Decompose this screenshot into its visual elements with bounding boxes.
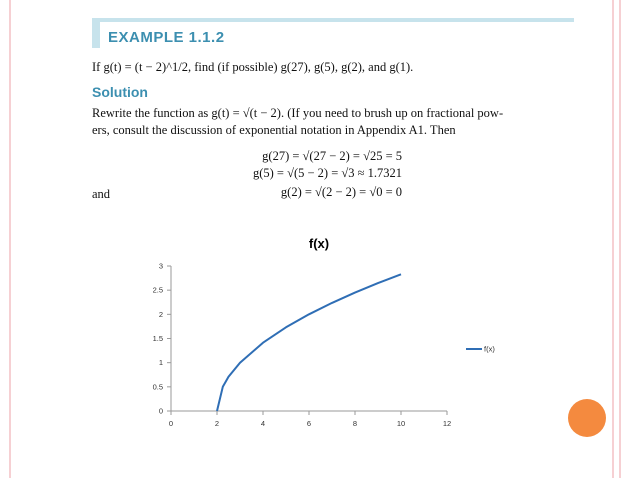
conjunction-and: and [92, 187, 111, 201]
series-line-f-x [217, 274, 401, 411]
x-tick-label: 12 [442, 419, 452, 428]
x-tick-label: 6 [306, 419, 312, 428]
solution-paragraph-line-1: Rewrite the function as g(t) = √(t − 2). (If you need to brush up on fractional pow- [92, 106, 504, 120]
y-tick-label: 1 [158, 358, 163, 368]
y-tick-label: 2 [158, 309, 163, 319]
legend-label: f(x) [484, 344, 495, 354]
y-tick-label: 2.5 [152, 285, 163, 295]
equation-g2: g(2) = √(2 − 2) = √0 = 0 [280, 185, 402, 199]
problem-statement: If g(t) = (t − 2)^1/2, find (if possible) g(27), g(5), g(2), and g(1). [92, 60, 414, 74]
solution-paragraph-line-2: ers, consult the discussion of exponential notation in Appendix A1. Then [92, 123, 456, 137]
x-tick-label: 0 [168, 419, 174, 428]
x-tick-label: 10 [396, 419, 406, 428]
y-tick-label: 0 [158, 406, 163, 416]
equation-g27: g(27) = √(27 − 2) = √25 = 5 [262, 149, 402, 163]
example-title: EXAMPLE 1.1.2 [108, 29, 225, 46]
y-tick-label: 0.5 [152, 382, 163, 392]
y-tick-label: 3 [158, 261, 163, 271]
decorative-orange-dot [568, 399, 606, 437]
y-tick-label: 1.5 [152, 334, 163, 343]
x-tick-label: 4 [260, 419, 266, 428]
x-tick-label: 2 [214, 419, 220, 428]
equation-g5: g(5) = √(5 − 2) = √3 ≈ 1.7321 [252, 166, 402, 180]
solution-heading: Solution [92, 84, 148, 100]
chart-title: f(x) [308, 236, 330, 251]
x-tick-label: 8 [352, 419, 358, 428]
